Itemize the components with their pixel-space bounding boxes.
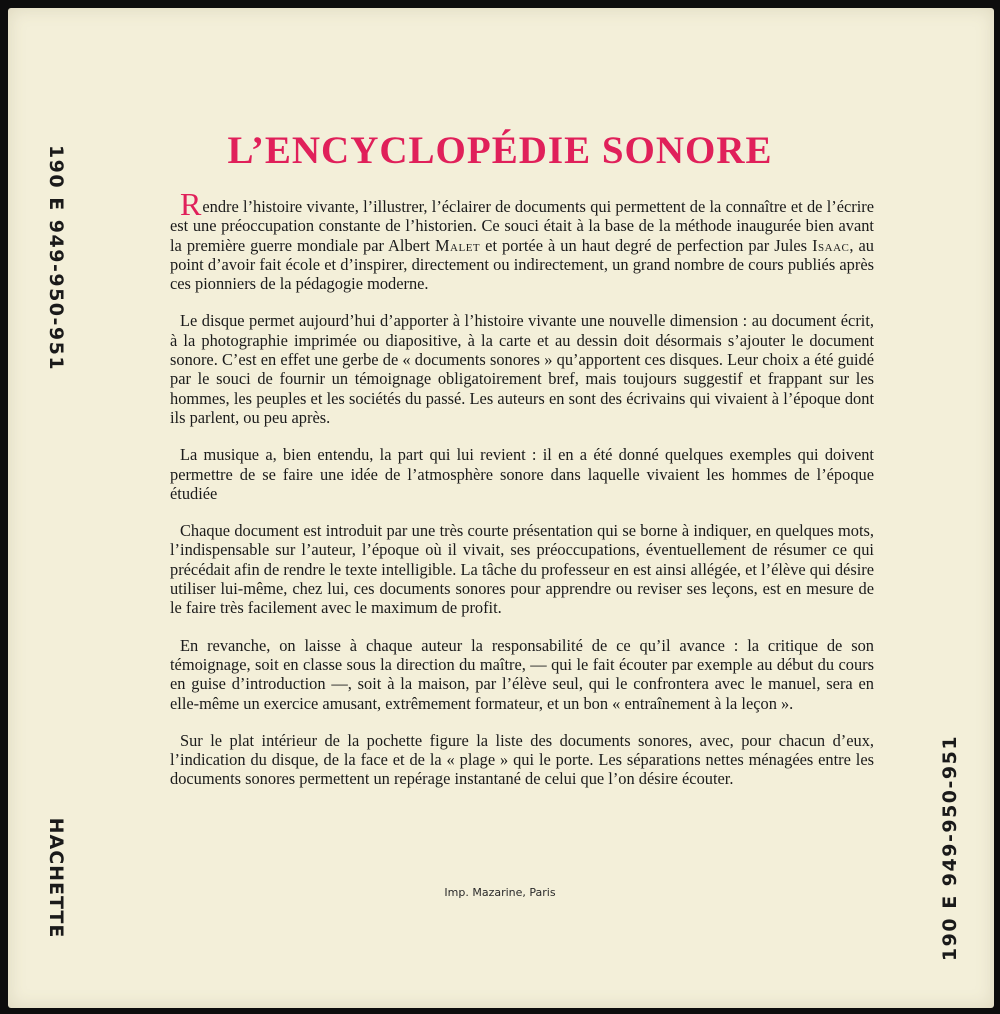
- paragraph-1: [170, 186, 874, 294]
- author-name-isaac: Isaac: [812, 235, 850, 255]
- author-name-malet: Malet: [434, 235, 481, 255]
- paragraph-2: Le disque permet aujourd’hui d’apporter à l’histoire vivante une nouvelle dimension : au document écrit, à la photographie imprimée ou diapositive, à la carte et au dessin doit désormais s’ajouter le document sonore. C’est en effet une gerbe de « documents sonores » qu’apportent ces disques. Leur choix a été guidé par le souci de fournir un témoignage obligatoirement bref, mais toujours suggestif et frappant sur les hommes, les peuples et les sociétés du passé. Les auteurs en sont des écrivains qui vivaient à l’époque dont ils parlent, ou peu après.: [170, 311, 874, 427]
- catalog-number-left: 190 E 949-950-951: [45, 144, 67, 372]
- paragraph-4: Chaque document est introduit par une très courte présentation qui se borne à indiquer, en quelques mots, l’indispensable sur l’auteur, l’époque où il vivait, ses préoccupations, éventuellement de résumer ce qui précédait afin de rendre le texte intelligible. La tâche du professeur en est ainsi allégée, et l’élève qui désire utiliser lui-même, chez lui, ces documents sonores pour apprendre ou reviser ses leçons, est en mesure de le faire très facilement avec le maximum de profit.: [170, 521, 874, 618]
- catalog-number-right: 190 E 949-950-951: [939, 734, 961, 962]
- body-text: [170, 186, 874, 807]
- left-spine: [36, 68, 76, 938]
- right-spine: [930, 728, 970, 968]
- paragraph-5: En revanche, on laisse à chaque auteur la responsabilité de ce qu’il avance : la critique de son témoignage, soit en classe sous la direction du maître, — qui le fait écouter par exemple au début du cours en guise d’introduction —, soit à la maison, par l’élève seul, qui le confrontera avec le manuel, sera en elle-même un exercice amusant, extrêmement formateur, et un bon « entraînement à la leçon ».: [170, 635, 874, 713]
- paragraph-1-part-1: endre l’histoire vivante, l’illustrer, l’éclairer de documents qui permettent de la connaître et de l’écrire est une préoccupation constante de l’historien. Ce souci était à la base de la méthode inaugurée bien avant la première guerre mondiale par Albert: [170, 197, 874, 255]
- page-title: L’ENCYCLOPÉDIE SONORE: [227, 129, 773, 172]
- paragraph-6: Sur le plat intérieur de la pochette figure la liste des documents sonores, avec, pour chacun d’eux, l’indication du disque, de la face et de la « plage » qui le porte. Les séparations nettes ménagées entre les documents sonores permettent un repérage instantané de celui que l’on désire écouter.: [170, 730, 874, 789]
- paragraph-1-part-3: , au point d’avoir fait école et d’inspirer, directement ou indirectement, un grand nombre de cours publiés après ces pionniers de la pédagogie moderne.: [170, 235, 874, 294]
- paragraph-1-part-2: et portée à un haut degré de perfection par Jules: [480, 235, 813, 255]
- paragraph-3: La musique a, bien entendu, la part qui lui revient : il en a été donné quelques exemples qui doivent permettre de se faire une idée de l’atmosphère sonore dans laquelle vivaient les hommes de l’époque étudiée: [170, 445, 874, 503]
- publisher-name: HACHETTE: [45, 817, 67, 939]
- drop-cap: R: [180, 186, 202, 222]
- printer-credit: Imp. Mazarine, Paris: [444, 886, 556, 899]
